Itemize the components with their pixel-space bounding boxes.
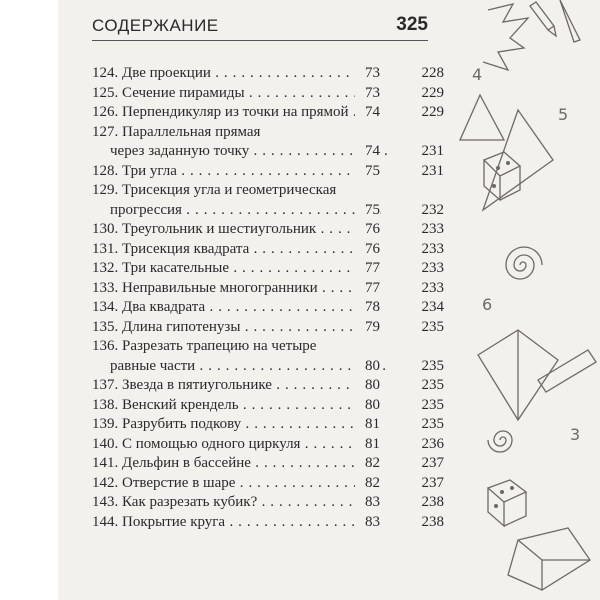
toc-problem-page: 83 [355, 512, 380, 532]
digit-doodle: 3 [570, 425, 581, 444]
toc-dot-leader [92, 278, 369, 298]
toc-solution-page: 234 [421, 299, 444, 315]
toc-line [92, 200, 444, 220]
toc-problem-page: 80 [355, 395, 380, 415]
toc-solution-page: 229 [421, 84, 444, 101]
toc-entry-title: 130. Треугольник и шестиугольник [92, 221, 317, 237]
toc-dot-leader [92, 219, 369, 239]
toc-entry-title: 127. Параллельная прямая [92, 123, 261, 140]
toc-line [92, 375, 444, 395]
toc-solution-page: 231 [421, 143, 444, 159]
toc-problem-page: 77 [355, 258, 380, 278]
toc-line [92, 278, 444, 298]
toc-problem-page: 73 [355, 63, 380, 83]
page-header [92, 14, 428, 41]
spiral-doodle [506, 247, 542, 279]
toc-line [92, 161, 444, 181]
toc-solution-page: 233 [421, 279, 444, 296]
toc-dot-leader [92, 83, 369, 103]
toc-dot-leader [92, 434, 369, 454]
toc-entry-title: 126. Перпендикуляр из точки на прямой [92, 104, 349, 120]
prism-doodle [508, 528, 590, 590]
toc-solution-page: 238 [421, 513, 444, 530]
toc-problem-page: 74 [355, 102, 380, 122]
toc-solution-page: 238 [421, 494, 444, 510]
toc-dot-leader [92, 395, 369, 415]
toc-problem-page: 79 [355, 317, 380, 337]
toc-dot-leader [92, 297, 369, 317]
toc-dot-leader [92, 161, 369, 181]
toc-problem-page: 80 [355, 375, 380, 395]
small-spiral-doodle [488, 431, 512, 452]
toc-dot-leader [92, 200, 387, 220]
toc-line [92, 336, 444, 356]
toc-solution-page: 228 [421, 65, 444, 81]
toc-problem-page: 81 [355, 414, 380, 434]
toc-line [92, 356, 444, 376]
toc-solution-page: 233 [421, 260, 444, 276]
digit-doodle: 5 [558, 105, 569, 124]
toc-line [92, 180, 444, 200]
toc-problem-page: 82 [355, 453, 380, 473]
toc-solution-page: 237 [421, 474, 444, 491]
toc-entry-title: 133. Неправильные многогранники [92, 279, 318, 296]
toc-problem-page: 78 [355, 297, 380, 317]
toc-solution-page: 235 [421, 357, 444, 374]
toc-line [92, 453, 444, 473]
toc-dot-leader [92, 375, 369, 395]
toc-line [92, 395, 444, 415]
toc-problem-page: 74 [355, 141, 380, 161]
toc-line [92, 512, 444, 532]
toc-entry-title: прогрессия [110, 201, 182, 218]
toc-entry-title: 134. Два квадрата [92, 299, 206, 315]
toc-problem-page: 81 [355, 434, 380, 454]
pen-doodle [560, 0, 580, 42]
toc-solution-page: 232 [421, 201, 444, 218]
toc-line [92, 473, 444, 493]
toc-line [92, 258, 444, 278]
toc-dot-leader [92, 258, 369, 278]
toc-dot-leader [92, 414, 369, 434]
triangle-doodle [460, 95, 504, 140]
toc-dot-leader [92, 141, 387, 161]
toc-entry-title: 136. Разрезать трапецию на четыре [92, 338, 317, 354]
toc-problem-page: 82 [355, 473, 380, 493]
toc-solution-page: 236 [421, 435, 444, 452]
toc-dot-leader [92, 317, 369, 337]
toc-entry-title: 132. Три касательные [92, 260, 229, 276]
toc-entry-title: через заданную точку [110, 143, 250, 159]
page-number: 325 [396, 14, 428, 35]
toc-line [92, 414, 444, 434]
toc-dot-leader [92, 453, 369, 473]
toc-entry-title: 137. Звезда в пятиугольнике [92, 377, 272, 393]
toc-line [92, 492, 444, 512]
toc-solution-page: 235 [421, 318, 444, 335]
toc-problem-page: 77 [355, 278, 380, 298]
toc-solution-page: 233 [421, 240, 444, 257]
digit-doodle: 6 [482, 295, 493, 314]
ruler-doodle [538, 350, 596, 392]
toc-entry-title: равные части [110, 357, 196, 374]
toc-dot-leader [92, 512, 369, 532]
toc-entry-title: 135. Длина гипотенузы [92, 318, 241, 335]
toc-entry-title: 128. Три угла [92, 162, 177, 179]
toc-line [92, 317, 444, 337]
toc-line [92, 219, 444, 239]
toc-problem-page: 76 [355, 239, 380, 259]
toc-solution-page: 233 [421, 221, 444, 237]
toc-line [92, 83, 444, 103]
toc-problem-page: 83 [355, 492, 380, 512]
toc-entry-title: 125. Сечение пирамиды [92, 84, 245, 101]
toc-dot-leader [92, 239, 369, 259]
toc-entry-title: 141. Дельфин в бассейне [92, 455, 251, 471]
toc-solution-page: 237 [421, 455, 444, 471]
toc-solution-page: 235 [421, 416, 444, 432]
toc-line [92, 102, 444, 122]
toc-problem-page: 76 [355, 219, 380, 239]
toc-entry-title: 124. Две проекции [92, 65, 211, 81]
toc-line [92, 434, 444, 454]
toc-problem-page: 80 [355, 356, 380, 376]
pencil-doodle [530, 2, 556, 36]
toc-entry-title: 143. Как разрезать кубик? [92, 494, 258, 510]
geometry-doodles-illustration [458, 0, 600, 600]
toc-line [92, 297, 444, 317]
toc-dot-leader [92, 473, 369, 493]
toc-entry-title: 140. С помощью одного циркуля [92, 435, 301, 452]
toc-entry-title: 129. Трисекция угла и геометрическая [92, 182, 337, 198]
toc-line [92, 239, 444, 259]
toc-dot-leader [92, 356, 387, 376]
toc-solution-page: 229 [421, 104, 444, 120]
toc-entry-title: 138. Венский крендель [92, 396, 239, 413]
toc-entry-title: 142. Отверстие в шаре [92, 474, 236, 491]
die-doodle [488, 480, 526, 502]
toc-dot-leader [92, 63, 369, 83]
toc-solution-page: 235 [421, 396, 444, 413]
toc-entry-title: 144. Покрытие круга [92, 513, 226, 530]
toc-problem-page: 75 [355, 200, 380, 220]
toc-entry-title: 139. Разрубить подкову [92, 416, 242, 432]
toc-entry-title: 131. Трисекция квадрата [92, 240, 250, 257]
toc-problem-page: 75 [355, 161, 380, 181]
toc-dot-leader [92, 492, 369, 512]
toc-problem-page: 73 [355, 83, 380, 103]
toc-line [92, 141, 444, 161]
toc-dot-leader [92, 102, 369, 122]
toc-line [92, 63, 444, 83]
toc-solution-page: 235 [421, 377, 444, 393]
page-title: СОДЕРЖАНИЕ [92, 16, 219, 35]
toc-line [92, 122, 444, 142]
digit-doodle: 4 [472, 65, 483, 84]
zigzag-doodle [483, 4, 528, 70]
toc-solution-page: 231 [421, 162, 444, 179]
